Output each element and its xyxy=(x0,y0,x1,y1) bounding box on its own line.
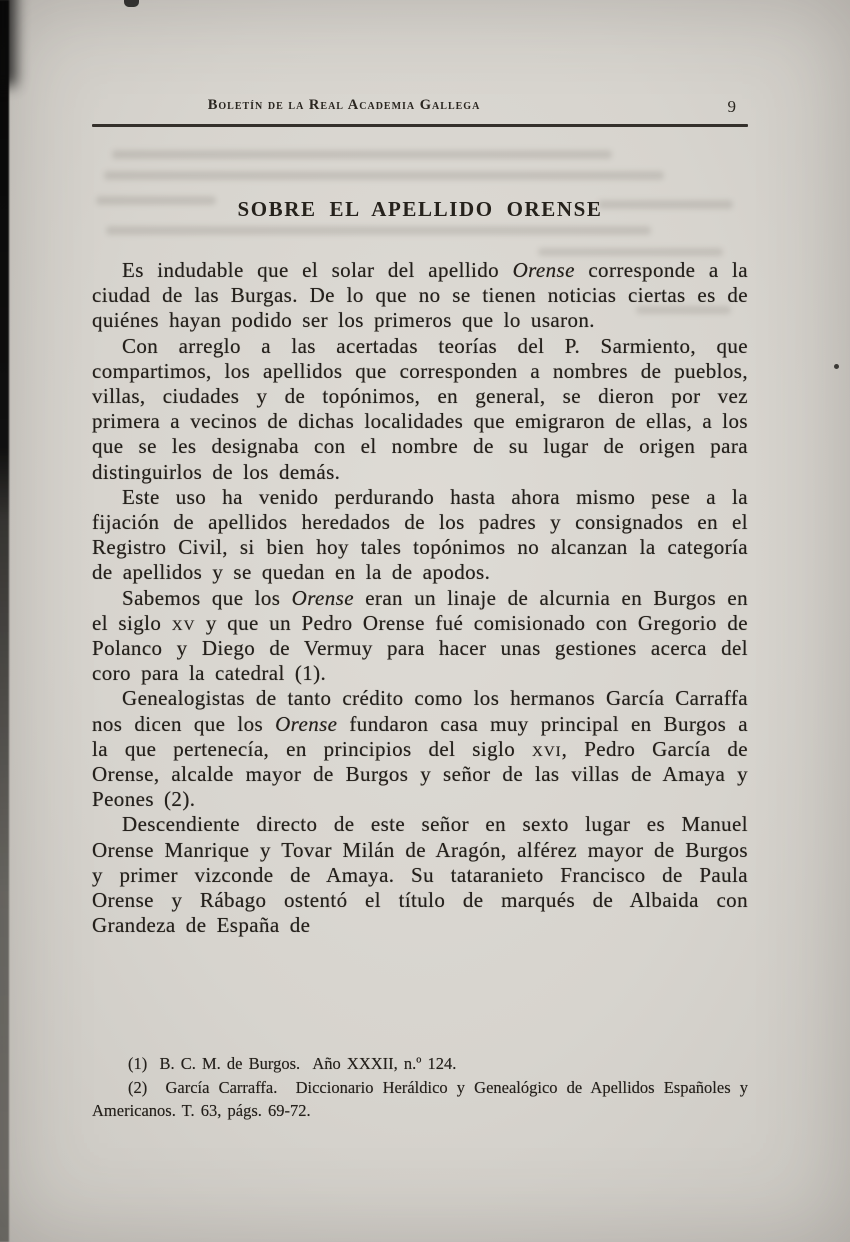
text-segment: y que un Pedro Orense fué comisionado con Gregorio de Polanco y Diego de Vermuy para hacer unas gestiones acerca del coro para la catedral (1). xyxy=(92,610,748,686)
paragraph-6 xyxy=(92,812,748,938)
page-content xyxy=(92,0,748,938)
scan-corner-artifact xyxy=(0,0,16,86)
text-segment: fundaron casa muy principal en Burgos a la que pertenecía, en principios del siglo xyxy=(92,711,748,761)
journal-title: Boletín de la Real Academia Gallega xyxy=(207,97,481,113)
text-segment: xvi xyxy=(532,736,562,761)
text-segment: Es indudable que el solar del apellido xyxy=(122,258,513,282)
text-segment: corresponde a la ciudad de las Burgas. De lo que no se tienen noticias ciertas es de quiénes hayan podido ser los primeros que lo usaron. xyxy=(92,258,748,333)
text-segment: Genealogistas de tanto crédito como los hermanos García Carraffa nos dicen que los xyxy=(92,686,748,736)
text-segment: Orense xyxy=(291,585,354,610)
page-number: 9 xyxy=(727,97,736,116)
paragraph-3 xyxy=(92,485,748,586)
text-segment: xv xyxy=(171,610,196,635)
footnote-1: (1) B. C. M. de Burgos. Año XXXII, n.º 124. xyxy=(128,1054,457,1073)
text-segment: Sabemos que los xyxy=(122,585,292,610)
text-segment: Este uso ha venido perdurando hasta ahora mismo pese a la fijación de apellidos heredados de los padres y consignados en el Registro Civil, si bien hoy tales topónimos no alcanzan la categoría de apellidos y se quedan en la de apodos. xyxy=(92,484,748,585)
paragraph-2 xyxy=(92,334,748,485)
paragraph-1 xyxy=(92,258,748,334)
scan-speck-artifact xyxy=(834,364,839,369)
footnote-2: (2) García Carraffa. Diccionario Heráldico y Genealógico de Apellidos Españoles y Americanos. T. 63, págs. 69-72. xyxy=(92,1077,748,1120)
article-body xyxy=(92,258,748,938)
paragraph-5 xyxy=(92,686,748,812)
text-segment: eran un linaje de alcurnia en Burgos en el siglo xyxy=(92,585,748,635)
paragraph-4 xyxy=(92,586,748,687)
header-rule xyxy=(92,124,748,127)
text-segment: Descendiente directo de este señor en sexto lugar es Manuel Orense Manrique y Tovar Milán de Aragón, alférez mayor de Burgos y primer vizconde de Amaya. Su tataranieto Francisco de Paula Orense y Rábago ostentó el título de marqués de Albaida con Grandeza de España de xyxy=(92,812,748,938)
text-segment: Orense xyxy=(275,711,338,736)
footnotes-section xyxy=(92,1052,748,1123)
article-title: SOBRE EL APELLIDO ORENSE xyxy=(237,197,603,221)
text-segment: Orense xyxy=(512,258,575,282)
text-segment: , Pedro García de Orense, alcalde mayor de Burgos y señor de las villas de Amaya y Peones (2). xyxy=(92,736,748,812)
running-head xyxy=(92,97,748,117)
text-segment: Con arreglo a las acertadas teorías del P. Sarmiento, que compartimos, los apellidos que corresponden a nombres de pueblos, villas, ciudades y de topónimos, en general, se dieron por vez primera a vecinos de dichas localidades que emigraron de ellas, a los que se les designaba con el nombre de su lugar de origen para distinguirlos de los demás. xyxy=(92,333,748,484)
scan-edge-artifact xyxy=(0,0,9,1242)
